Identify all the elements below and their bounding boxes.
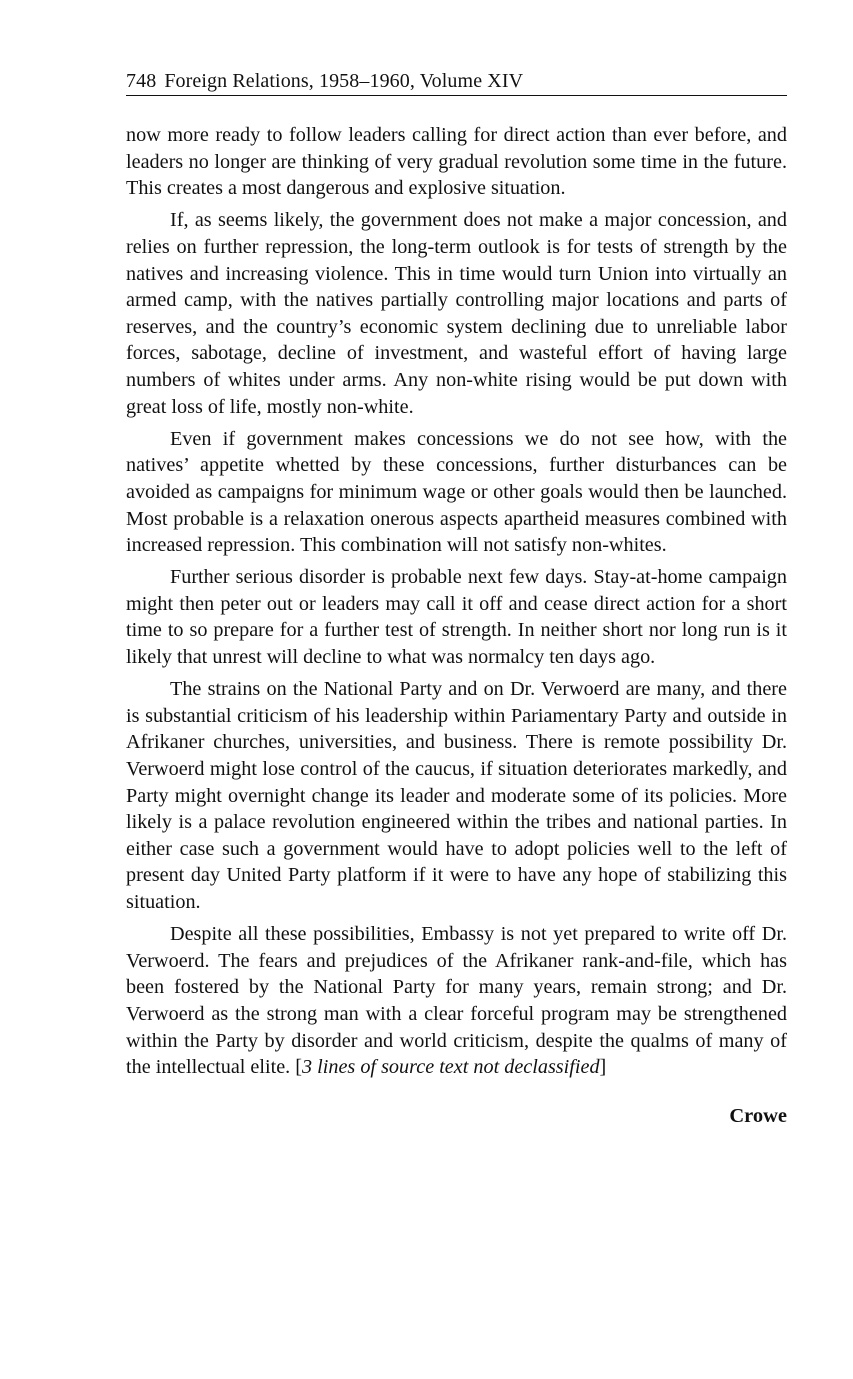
paragraph-outlook: If, as seems likely, the government does not make a major concession, and relies on further repression, the long-term outlook is for tests of strength by the natives and increasing violence. This in time would turn Union into virtually an armed camp, with the natives partially controlling major locations and parts of reserves, and the country’s economic system declining due to unreliable labor forces, sabotage, decline of investment, and wasteful effort of having large numbers of whites under arms. Any non-white rising would be put down with great loss of life, mostly non-white. — [126, 209, 787, 418]
document-page — [126, 68, 787, 1129]
volume-title: Foreign Relations, 1958–1960, Volume XIV — [164, 70, 524, 92]
document-body — [126, 122, 787, 1081]
bracket-close: ] — [599, 1056, 607, 1079]
bracket-open: [ — [290, 1056, 303, 1079]
paragraph-concessions: Even if government makes concessions we do not see how, with the natives’ appetite whetted by these concessions, further disturbances can be avoided as campaigns for minimum wage or other goals would then be launched. Most probable is a relaxation onerous aspects apartheid measures combined with increased repression. This combination will not satisfy non-whites. — [126, 427, 787, 557]
editorial-note: 3 lines of source text not declassified — [302, 1056, 600, 1079]
running-head — [126, 68, 787, 96]
page-number: 748 — [126, 70, 157, 92]
paragraph-verwoerd — [126, 921, 787, 1081]
paragraph-continued: now more ready to follow leaders calling for direct action than ever before, and leaders no longer are thinking of very gradual revolution some time in the future. This creates a most dangerous and explosive situation. — [126, 124, 787, 200]
paragraph-verwoerd-text: Despite all these possibilities, Embassy is not yet prepared to write off Dr. Verwoerd. The fears and prejudices of the Afrikaner rank-and-file, which has been fostered by the National Party for many years, remain strong; and Dr. Verwoerd as the strong man with a clear forceful program may be strengthened within the Party by disorder and world criticism, despite the qualms of many of the intellectual elite. — [126, 923, 787, 1079]
signature: Crowe — [729, 1104, 787, 1127]
paragraph-national-party: The strains on the National Party and on Dr. Verwoerd are many, and there is substantial criticism of his leadership within Pariamentary Party and outside in Afrikaner churches, universities, and business. There is remote possibility Dr. Verwoerd might lose control of the caucus, if situation deteriorates markedly, and Party might overnight change its leader and moderate some of its policies. More likely is a palace revolution engineered within the tribes and national parties. In either case such a government would have to adopt policies well to the left of present day United Party platform if it were to have any hope of stabilizing this situation. — [126, 678, 787, 913]
paragraph-disorder: Further serious disorder is probable next few days. Stay-at-home campaign might then peter out or leaders may call it off and cease direct action for a short time to so prepare for a further test of strength. In neither short nor long run is it likely that unrest will decline to what was normalcy ten days ago. — [126, 566, 787, 669]
